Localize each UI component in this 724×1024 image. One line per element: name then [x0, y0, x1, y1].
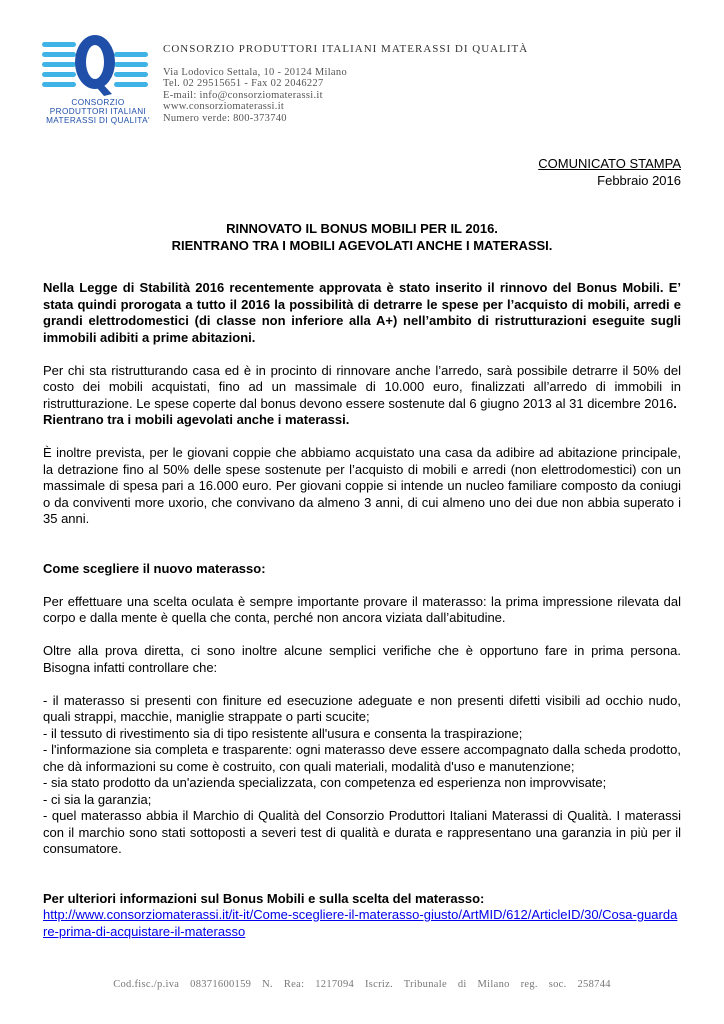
title-line-2: RIENTRANO TRA I MOBILI AGEVOLATI ANCHE I MATERASSI. — [171, 237, 553, 253]
young-couples-paragraph: È inoltre prevista, per le giovani coppie che abbiamo acquistato una casa da adibire ad abitazione principale, la detrazione fino al 50% delle spese sostenute per l’acquisto di mobili e arredi (non elettrodomestici) con un massimale di spesa pari a 16.000 euro. Per giovani coppie si intende un nucleo familiare composto da coniugi o da conviventi more uxorio, che convivano da almeno 3 anni, di cui almeno uno dei due non abbia superato i 35 anni. — [43, 445, 681, 526]
checks-intro-paragraph: Oltre alla prova diretta, ci sono inoltre alcune semplici verifiche che è opportuno fare in prima persona. Bisogna infatti controllare che: — [43, 643, 681, 675]
organization-name: CONSORZIO PRODUTTORI ITALIANI MATERASSI DI QUALITÀ — [163, 43, 529, 55]
footer-legal-info: Cod.fisc./p.iva 08371600159 N. Rea: 1217094 Iscriz. Tribunale di Milano reg. soc. 258744 — [113, 979, 611, 990]
document-title — [42, 221, 682, 254]
logo-caption — [40, 98, 156, 125]
bonus-text-end: . — [673, 395, 677, 411]
bonus-text: Per chi sta ristrutturando casa ed è in procinto di rinnovare anche l’arredo, sarà possibile detrarre il 50% del costo dei mobili acquistati, fino ad un massimale di 10.000 euro, finalizzati all’arredo di immobili in ristrutturazione. Le spese coperte dal bonus devono essere sostenute dal 6 giugno 2013 al 31 dicembre 2016 — [43, 362, 681, 411]
title-line-1: RINNOVATO IL BONUS MOBILI PER IL 2016. — [226, 221, 498, 236]
logo-caption-line: MATERASSI DI QUALITA' — [46, 116, 150, 125]
check-item: - il tessuto di rivestimento sia di tipo resistente all'usura e consenta la traspirazione; — [43, 725, 523, 741]
address: Via Lodovico Settala, 10 - 20124 Milano — [163, 66, 347, 78]
check-item: - ci sia la garanzia; — [43, 791, 152, 807]
info-link-paragraph — [43, 907, 681, 940]
intro-paragraph: Nella Legge di Stabilità 2016 recentemente approvata è stato inserito il rinnovo del Bonus Mobili. E’ stata quindi prorogata a tutto il 2016 la possibilità di detrarre le spese per l’acquisto di mobili, arredi e grandi elettrodomestici (di classe non inferiore alla A+) nell’ambito di ristrutturazioni eseguite sugli immobili adibiti a prime abitazioni. — [43, 280, 681, 345]
section-heading-choose: Come scegliere il nuovo materasso: — [43, 560, 266, 576]
document-body — [43, 280, 681, 940]
try-mattress-paragraph: Per effettuare una scelta oculata è sempre importante provare il materasso: la prima impressione rilevata dal corpo e dalla mente è quella che conta, perché non ancora viziata dall’abitudine. — [43, 593, 681, 625]
check-item: - sia stato prodotto da un'azienda specializzata, con competenza ed esperienza non improvvisate; — [43, 775, 607, 790]
info-heading: Per ulteriori informazioni sul Bonus Mobili e sulla scelta del materasso: — [43, 890, 485, 906]
check-item: - il materasso si presenti con finiture ed esecuzione adeguate e non presenti difetti visibili ad occhio nudo, quali strappi, macchie, maniglie strappate o parti scucite; — [43, 692, 681, 724]
press-release-date: Febbraio 2016 — [597, 172, 681, 188]
q-letter-icon — [75, 35, 115, 96]
toll-free-number: Numero verde: 800-373740 — [163, 112, 287, 124]
logo-caption-line: PRODUTTORI ITALIANI — [49, 107, 147, 116]
press-release-label — [538, 156, 681, 189]
info-link[interactable]: http://www.consorziomaterassi.it/it-it/Come-scegliere-il-materasso-giusto/ArtMID/612/ArticleID/30/Cosa-guardare-prima-di-acquistare-il-materasso — [43, 907, 678, 939]
check-item: - l'informazione sia completa e trasparente: ogni materasso deve essere accompagnato dalla scheda prodotto, che dà informazioni su come è costruito, con quali materiali, modalità d'uso e manutenzione; — [43, 742, 681, 774]
mattress-heading: Rientrano tra i mobili agevolati anche i materassi. — [43, 412, 350, 427]
check-item: - quel materasso abbia il Marchio di Qualità del Consorzio Produttori Italiani Materassi di Qualità. I materassi con il marchio sono stati sottoposti a severi test di qualità e durata e rappresentano una garanzia in più per il consumatore. — [43, 808, 681, 856]
press-release-title: COMUNICATO STAMPA — [538, 156, 681, 171]
logo-caption-line: CONSORZIO — [71, 98, 125, 107]
bonus-paragraph — [43, 363, 681, 413]
email: E-mail: info@consorziomaterassi.it — [163, 89, 323, 101]
website: www.consorziomaterassi.it — [163, 101, 285, 113]
phone-fax: Tel. 02 29515651 - Fax 02 2046227 — [163, 78, 324, 90]
letterhead — [163, 44, 528, 125]
